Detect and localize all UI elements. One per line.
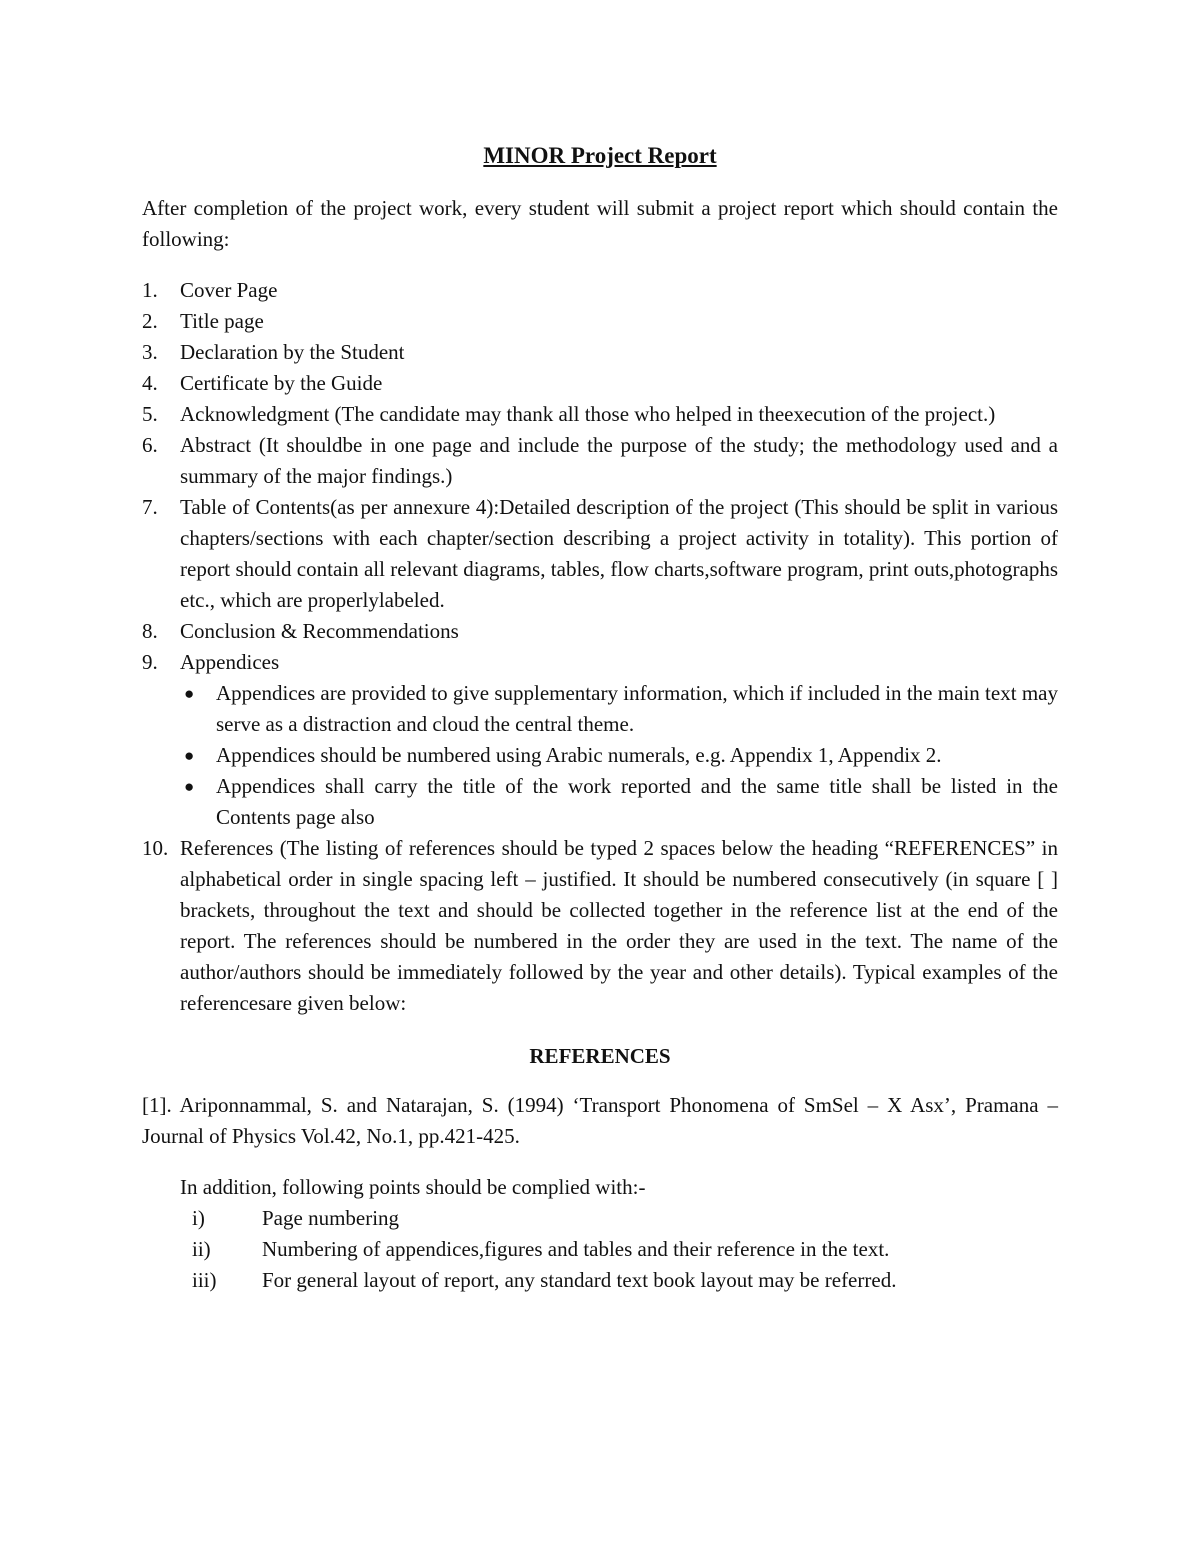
item-text: Abstract (It shouldbe in one page and include the purpose of the study; the methodology used and a summary of the major findings.) — [180, 433, 1058, 488]
item-text: Cover Page — [180, 278, 278, 302]
item-text: Conclusion & Recommendations — [180, 619, 459, 643]
item-text: Appendices — [180, 650, 280, 674]
list-item — [142, 275, 1058, 306]
item-number: 9. — [142, 650, 158, 674]
bullet-item — [180, 678, 1058, 740]
bullet-text: Appendices should be numbered using Arabic numerals, e.g. Appendix 1, Appendix 2. — [216, 743, 942, 767]
list-item — [142, 492, 1058, 616]
page-title: MINOR Project Report — [483, 143, 717, 168]
point-text: Page numbering — [262, 1206, 400, 1230]
item-number: 3. — [142, 340, 158, 364]
list-item — [142, 337, 1058, 368]
point-number: iii) — [192, 1268, 217, 1292]
appendices-bullet-list — [180, 678, 1058, 833]
point-text: For general layout of report, any standard text book layout may be referred. — [262, 1268, 897, 1292]
addition-intro: In addition, following points should be complied with:- — [180, 1175, 646, 1199]
bullet-item — [180, 771, 1058, 833]
list-item — [142, 399, 1058, 430]
item-text: Certificate by the Guide — [180, 371, 383, 395]
list-item — [142, 833, 1058, 1019]
point-text: Numbering of appendices,figures and tables and their reference in the text. — [262, 1237, 890, 1261]
bullet-icon: ● — [184, 777, 195, 796]
intro-paragraph: After completion of the project work, every student will submit a project report which should contain the following: — [142, 196, 1058, 251]
reference-example: [1]. Ariponnammal, S. and Natarajan, S. (1994) ‘Transport Phonomena of SmSel – X Asx’, Pramana – Journal of Physics Vol.42, No.1, pp.421-425. — [142, 1093, 1058, 1148]
list-item — [142, 616, 1058, 647]
list-item — [142, 368, 1058, 399]
addition-point — [192, 1265, 1058, 1296]
item-number: 8. — [142, 619, 158, 643]
item-number: 10. — [142, 836, 169, 860]
addition-point — [192, 1203, 1058, 1234]
bullet-icon: ● — [184, 684, 195, 703]
item-number: 7. — [142, 495, 158, 519]
list-item-appendices — [142, 647, 1058, 833]
contents-list — [142, 275, 1058, 1019]
list-item — [142, 430, 1058, 492]
bullet-icon: ● — [184, 746, 195, 765]
addition-point — [192, 1234, 1058, 1265]
list-item — [142, 306, 1058, 337]
point-number: i) — [192, 1206, 205, 1230]
point-number: ii) — [192, 1237, 211, 1261]
item-text: References (The listing of references should be typed 2 spaces below the heading “REFERENCES” in alphabetical order in single spacing left – justified. It should be numbered consecutively (in square [ ] brackets, throughout the text and should be collected together in the reference list at the end of the report. The references should be numbered in the order they are used in the text. The name of the author/authors should be immediately followed by the year and other details). Typical examples of the referencesare given below: — [180, 836, 1058, 1015]
bullet-item — [180, 740, 1058, 771]
item-number: 5. — [142, 402, 158, 426]
item-number: 4. — [142, 371, 158, 395]
item-number: 1. — [142, 278, 158, 302]
bullet-text: Appendices are provided to give supplementary information, which if included in the main text may serve as a distraction and cloud the central theme. — [216, 681, 1058, 736]
item-text: Acknowledgment (The candidate may thank all those who helped in theexecution of the project.) — [180, 402, 996, 426]
item-number: 6. — [142, 433, 158, 457]
item-text: Table of Contents(as per annexure 4):Detailed description of the project (This should be split in various chapters/sections with each chapter/section describing a project activity in totality). This portion of report should contain all relevant diagrams, tables, flow charts,software program, print outs,photographs etc., which are properlylabeled. — [180, 495, 1058, 612]
item-text: Title page — [180, 309, 264, 333]
item-text: Declaration by the Student — [180, 340, 405, 364]
item-number: 2. — [142, 309, 158, 333]
references-heading: REFERENCES — [529, 1044, 671, 1068]
addition-points-list — [142, 1203, 1058, 1296]
bullet-text: Appendices shall carry the title of the work reported and the same title shall be listed in the Contents page also — [216, 774, 1058, 829]
